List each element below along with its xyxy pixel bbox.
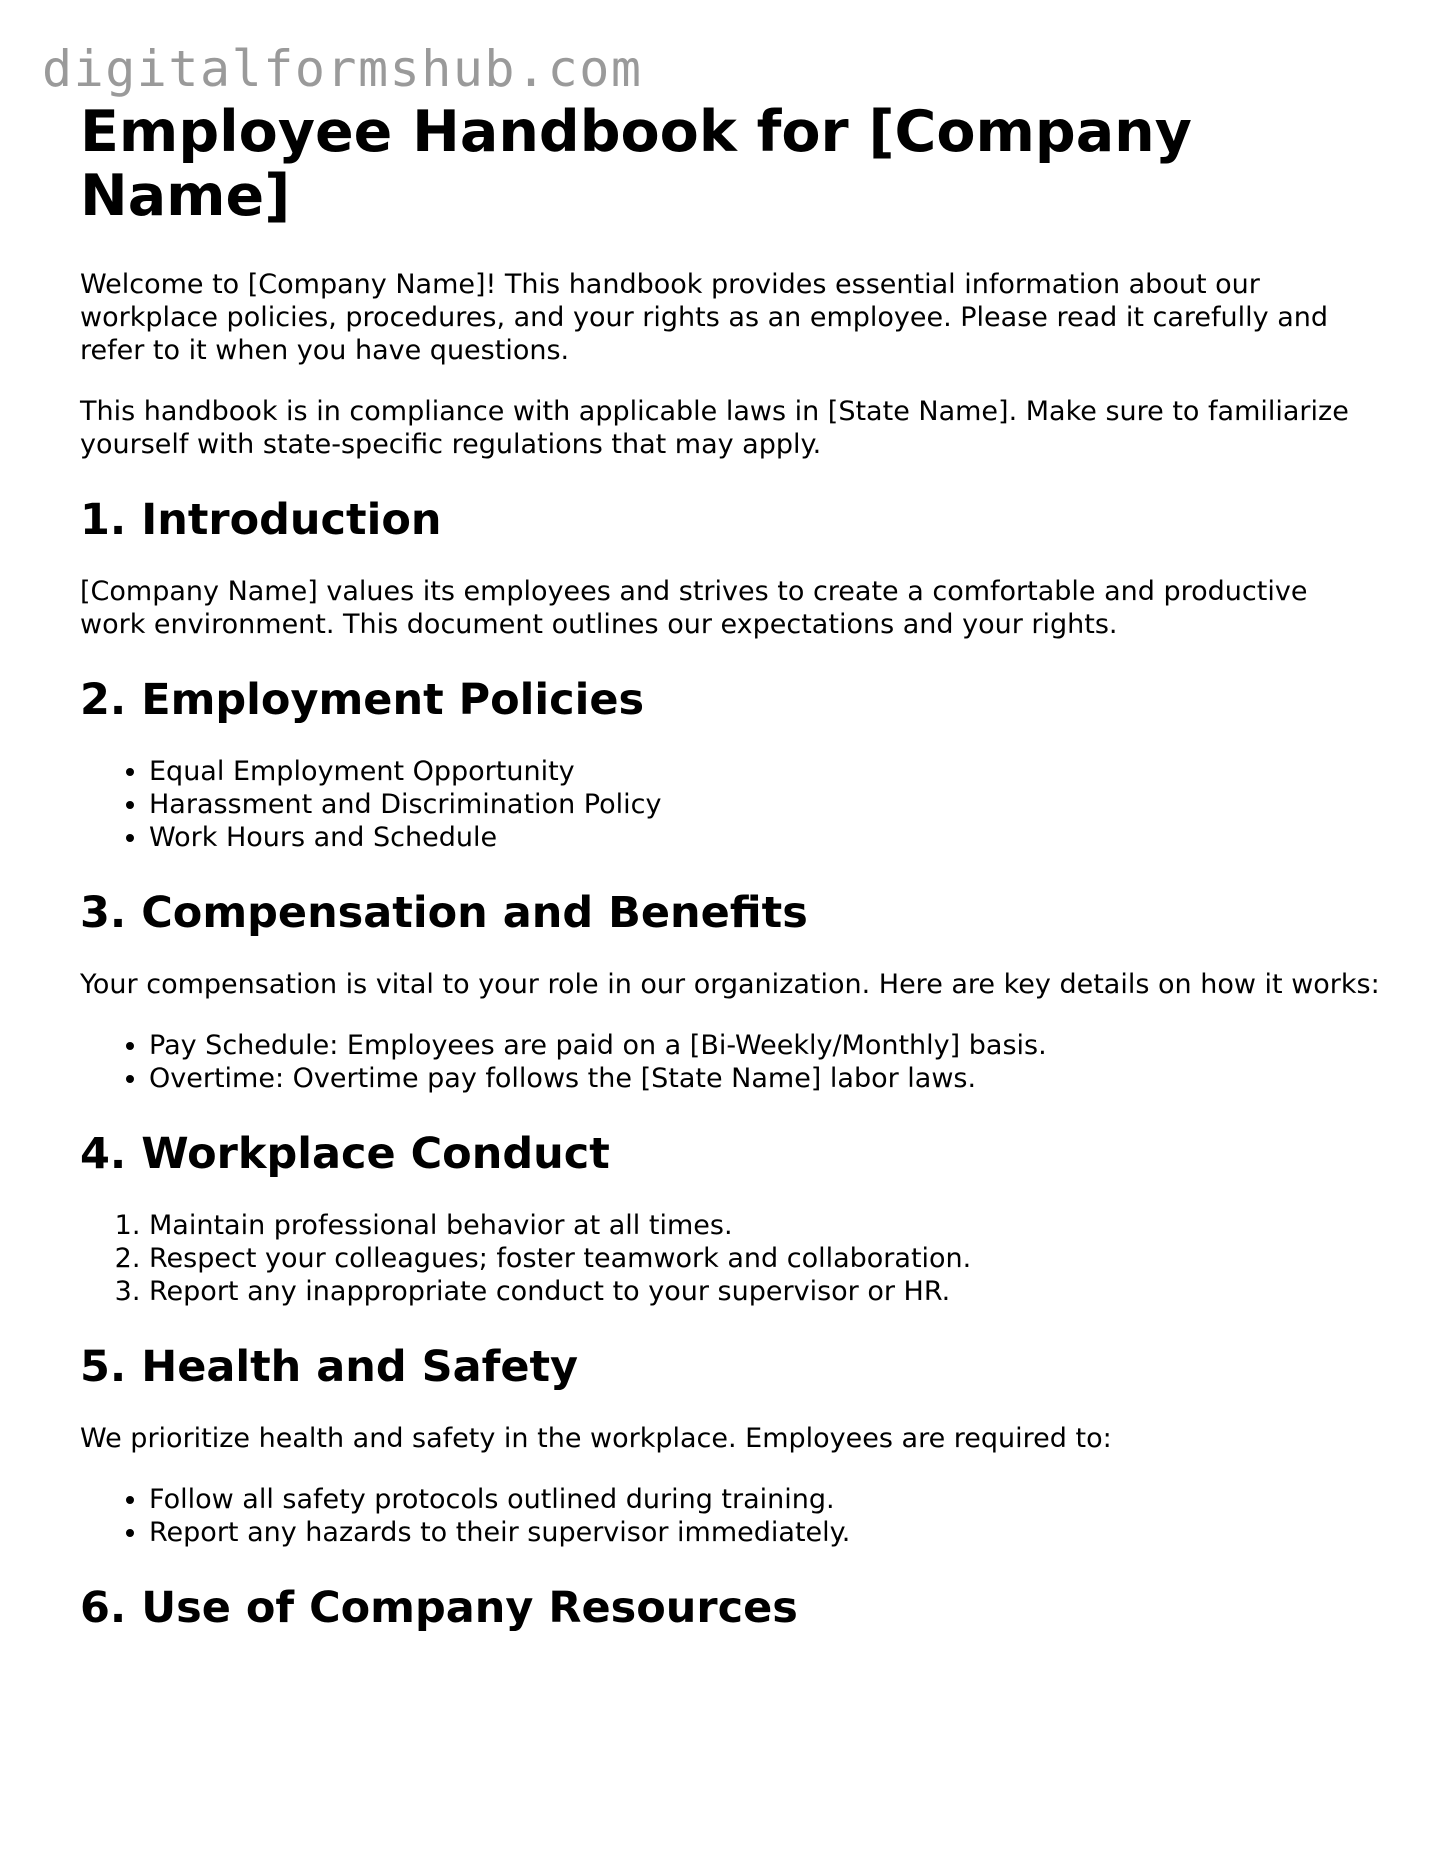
list-item: • Follow all safety protocols outlined during training. bbox=[149, 1483, 1380, 1516]
watermark: digitalformshub.com bbox=[42, 40, 643, 98]
document-title: Employee Handbook for [Company Name] bbox=[80, 99, 1192, 229]
section-heading-company-resources: 6. Use of Company Resources bbox=[80, 1583, 798, 1633]
document-body bbox=[80, 100, 1380, 1663]
list-item: 2. Respect your colleagues; foster teamwork and collaboration. bbox=[149, 1242, 1380, 1275]
section-heading-introduction: 1. Introduction bbox=[80, 495, 442, 545]
introduction-paragraph: [Company Name] values its employees and strives to create a comfortable and productive work environment. This document outlines our expectations and your rights. bbox=[80, 576, 1308, 640]
section-heading-employment-policies: 2. Employment Policies bbox=[80, 675, 645, 725]
list-item: 1. Maintain professional behavior at all times. bbox=[149, 1209, 1380, 1242]
list-item: • Overtime: Overtime pay follows the [State Name] labor laws. bbox=[149, 1062, 1380, 1095]
list-item: 3. Report any inappropriate conduct to your supervisor or HR. bbox=[149, 1275, 1380, 1308]
compliance-paragraph: This handbook is in compliance with applicable laws in [State Name]. Make sure to familiarize yourself with state-specific regulations that may apply. bbox=[80, 396, 1349, 460]
health-safety-list bbox=[80, 1483, 1380, 1549]
health-safety-paragraph: We prioritize health and safety in the workplace. Employees are required to: bbox=[80, 1423, 1112, 1454]
list-item: • Pay Schedule: Employees are paid on a [Bi-Weekly/Monthly] basis. bbox=[149, 1029, 1380, 1062]
list-item: • Work Hours and Schedule bbox=[149, 821, 1380, 854]
employment-policies-list bbox=[80, 755, 1380, 854]
intro-paragraph: Welcome to [Company Name]! This handbook provides essential information about our workplace policies, procedures, and your rights as an employee. Please read it carefully and refer to it when you have questions. bbox=[80, 269, 1329, 366]
list-item: • Report any hazards to their supervisor immediately. bbox=[149, 1516, 1380, 1549]
section-heading-compensation: 3. Compensation and Benefits bbox=[80, 888, 808, 938]
workplace-conduct-list bbox=[80, 1209, 1380, 1308]
section-heading-workplace-conduct: 4. Workplace Conduct bbox=[80, 1129, 610, 1179]
list-item: • Harassment and Discrimination Policy bbox=[149, 788, 1380, 821]
section-heading-health-safety: 5. Health and Safety bbox=[80, 1342, 579, 1392]
compensation-paragraph: Your compensation is vital to your role in our organization. Here are key details on how it works: bbox=[80, 969, 1380, 1000]
compensation-list bbox=[80, 1029, 1380, 1095]
list-item: • Equal Employment Opportunity bbox=[149, 755, 1380, 788]
